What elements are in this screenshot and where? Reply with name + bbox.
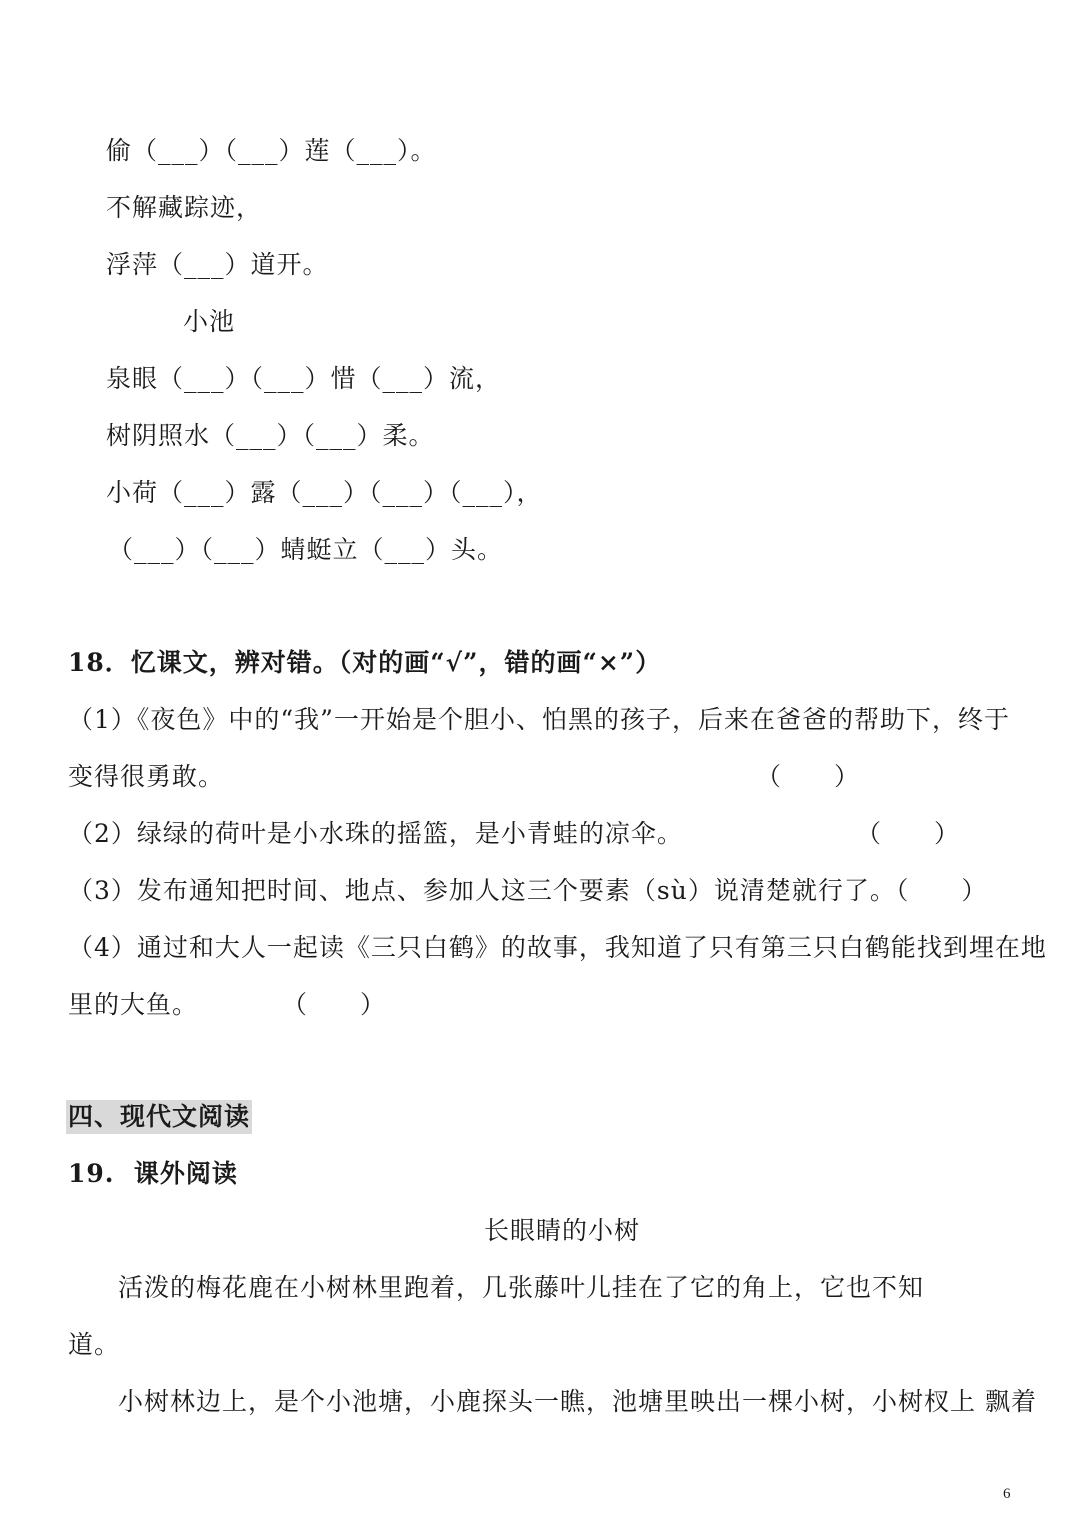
question-18-item-2: （2）绿绿的荷叶是小水珠的摇篮，是小青蛙的凉伞。 [68,819,683,848]
page-number: 6 [1003,1486,1011,1502]
question-19-heading: 19. 课外阅读 [68,1159,238,1188]
question-18-item-1: （1）《夜色》中的“我”一开始是个胆小、怕黑的孩子，后来在爸爸的帮助下，终于 [68,705,1010,734]
poem-line: 树阴照水（___）（___）柔。 [106,421,435,450]
poem-line: 偷（___）（___）莲（___）。 [106,136,437,165]
poem-line: （___）（___）蜻蜓立（___）头。 [108,535,504,564]
poem-line: 浮萍（___）道开。 [106,250,329,279]
question-18-item-4-cont: 里的大鱼。 [68,990,199,1019]
answer-blank: （ ） [856,819,961,848]
poem-title: 小池 [183,307,236,336]
poem-line: 泉眼（___）（___）惜（___）流， [106,364,502,393]
poem-line: 小荷（___）露（___）（___）（___）， [106,478,543,507]
story-title: 长眼睛的小树 [484,1216,641,1245]
story-paragraph: 活泼的梅花鹿在小树林里跑着，几张藤叶儿挂在了它的角上，它也不知 [92,1273,925,1302]
poem-line: 不解藏踪迹， [106,193,263,222]
question-18-item-4: （4）通过和大人一起读《三只白鹤》的故事，我知道了只有第三只白鹤能找到埋在地 [68,933,1047,962]
answer-blank: （ ） [282,990,387,1019]
question-18-item-3: （3）发布通知把时间、地点、参加人这三个要素（sù）说清楚就行了。（ ） [68,876,988,905]
question-18-heading: 18．忆课文，辨对错。（对的画“√”，错的画“×”） [68,648,662,677]
question-18-item-1-cont: 变得很勇敢。 [68,762,225,791]
story-paragraph: 小树林边上，是个小池塘，小鹿探头一瞧，池塘里映出一棵小树，小树杈上 飘着 [92,1387,1037,1416]
story-paragraph-cont: 道。 [68,1330,121,1359]
section-heading: 四、现代文阅读 [66,1100,252,1134]
answer-blank: （ ） [756,762,861,791]
